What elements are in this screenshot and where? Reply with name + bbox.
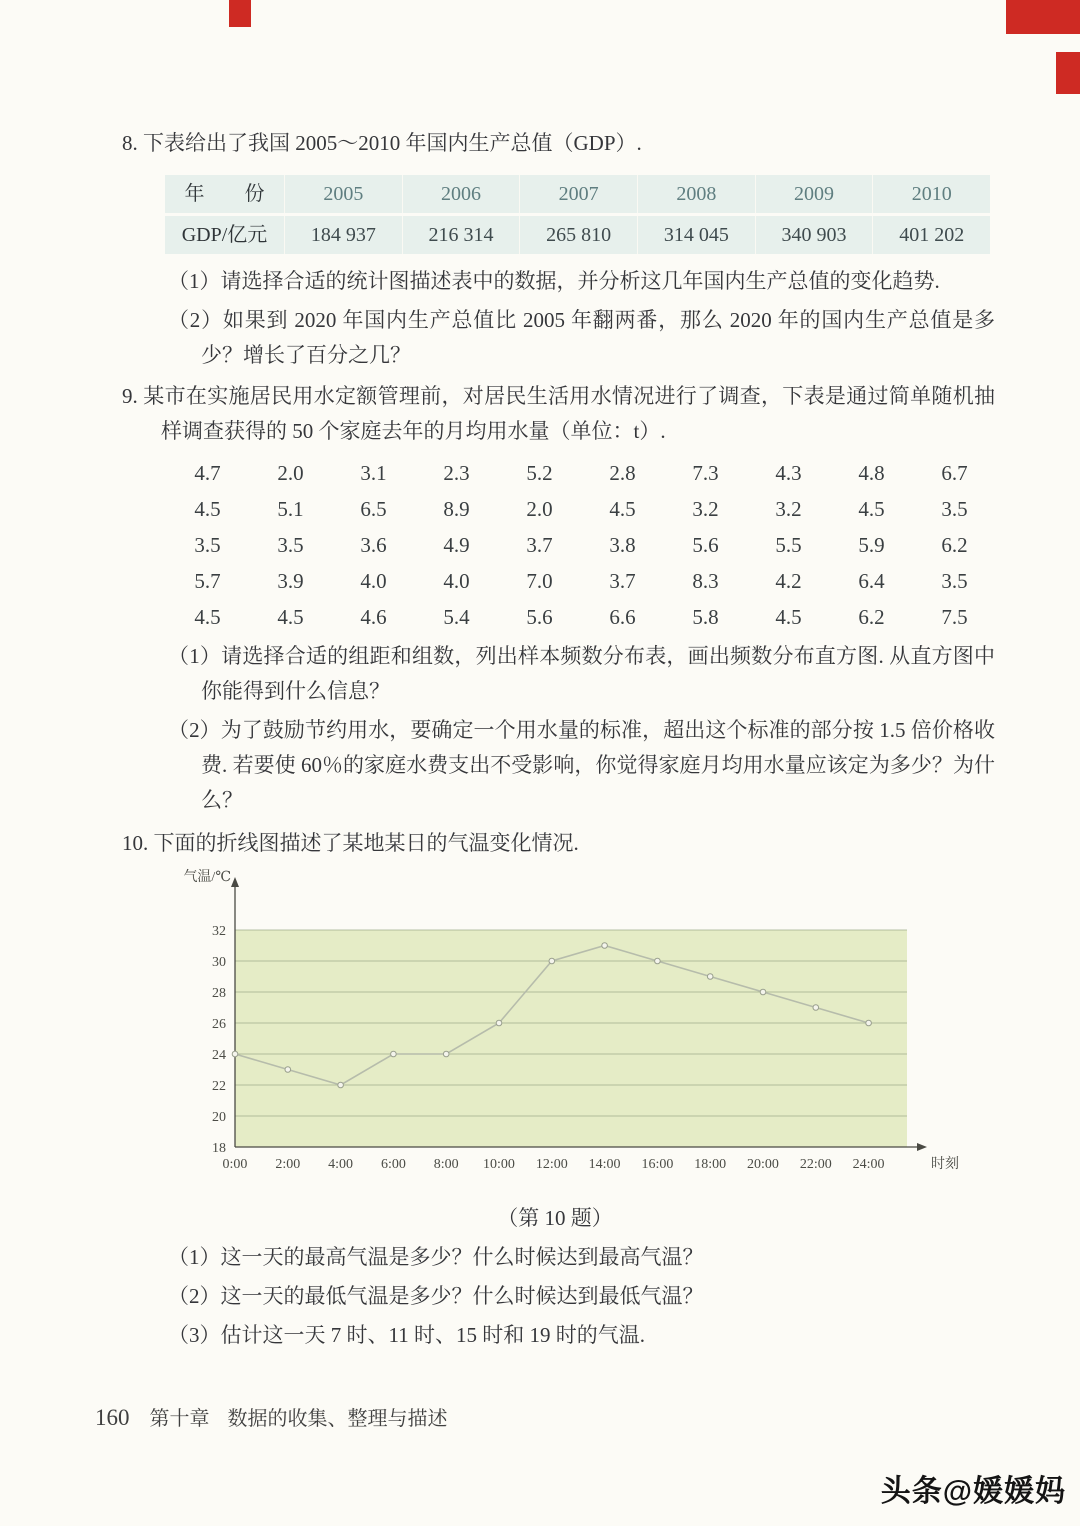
gdp-year-cell: 2006	[403, 175, 521, 213]
water-data-value: 3.5	[941, 497, 968, 521]
data-point	[760, 989, 766, 995]
gdp-value-cell: 265 810	[520, 216, 638, 254]
water-data-value: 4.5	[194, 497, 221, 521]
water-data-value: 3.5	[194, 533, 221, 557]
x-tick-label: 14:00	[588, 1157, 621, 1172]
exercise-8-question-2: （2）如果到 2020 年国内生产总值比 2005 年翻两番，那么 2020 年的国内生产总值是多少？增长了百分之几？	[168, 308, 995, 367]
data-point	[232, 1051, 238, 1057]
water-data-value: 5.6	[526, 605, 553, 629]
x-tick-label: 2:00	[275, 1157, 301, 1172]
water-data-value: 4.0	[360, 569, 387, 593]
water-data-value: 2.3	[443, 461, 470, 485]
data-point	[496, 1020, 502, 1026]
top-right-red-decoration-2	[1056, 52, 1080, 94]
water-data-value: 3.7	[609, 569, 636, 593]
water-data-value: 6.2	[858, 605, 885, 629]
water-data-value: 4.5	[277, 605, 304, 629]
exercise-8	[122, 126, 995, 373]
water-data-value: 5.5	[775, 533, 802, 557]
data-point	[443, 1051, 449, 1057]
water-data-value: 2.8	[609, 461, 636, 485]
exercise-10-question-3: （3）估计这一天 7 时、11 时、15 时和 19 时的气温.	[168, 1323, 645, 1347]
water-data-value: 2.0	[277, 461, 304, 485]
gdp-value-cell: 184 937	[285, 216, 403, 254]
water-data-value: 8.9	[443, 497, 470, 521]
x-tick-label: 6:00	[380, 1157, 406, 1172]
chapter-number: 第十章	[149, 1408, 210, 1430]
water-data-row	[166, 455, 996, 491]
water-data-value: 4.3	[775, 461, 802, 485]
water-data-value: 4.7	[194, 461, 221, 485]
gdp-year-cell: 2009	[756, 175, 874, 213]
data-point	[602, 943, 608, 949]
gdp-unit-label: GDP/亿元	[165, 216, 285, 254]
water-data-value: 4.5	[775, 605, 802, 629]
y-axis-title: 气温/℃	[183, 870, 231, 885]
exercise-9-question-2: （2）为了鼓励节约用水，要确定一个用水量的标准，超出这个标准的部分按 1.5 倍价格收费. 若要使 60％的家庭水费支出不受影响，你觉得家庭月均用水量应该定为多少？为什么？	[168, 718, 995, 812]
water-data-value: 8.3	[692, 569, 719, 593]
water-data-value: 4.8	[858, 461, 885, 485]
water-data-value: 6.2	[941, 533, 968, 557]
gdp-year-cell: 2008	[638, 175, 756, 213]
y-tick-label: 24	[212, 1048, 226, 1063]
top-left-red-decoration	[229, 0, 251, 27]
y-tick-label: 32	[212, 924, 226, 939]
gdp-table-header-row	[165, 175, 990, 213]
y-tick-label: 26	[212, 1017, 226, 1032]
x-tick-label: 8:00	[433, 1157, 459, 1172]
water-data-value: 5.9	[858, 533, 885, 557]
y-tick-label: 18	[212, 1141, 226, 1156]
water-data-row	[166, 491, 996, 527]
water-data-value: 5.4	[443, 605, 470, 629]
page-number: 160	[95, 1405, 130, 1430]
exercise-9-title: 9. 某市在实施居民用水定额管理前，对居民生活用水情况进行了调查，下表是通过简单随机抽样调查获得的 50 个家庭去年的月均用水量（单位：t）.	[122, 384, 995, 443]
exercise-10-question-1: （1）这一天的最高气温是多少？什么时候达到最高气温？	[168, 1245, 704, 1269]
water-data-value: 2.0	[526, 497, 553, 521]
gdp-year-cell: 2005	[285, 175, 403, 213]
top-right-red-decoration	[1006, 0, 1080, 34]
water-data-value: 4.5	[194, 605, 221, 629]
water-data-value: 4.5	[609, 497, 636, 521]
water-data-value: 7.0	[526, 569, 553, 593]
x-tick-label: 20:00	[747, 1157, 779, 1172]
water-data-value: 3.7	[526, 533, 553, 557]
x-tick-label: 10:00	[483, 1157, 515, 1172]
water-data-value: 7.3	[692, 461, 719, 485]
water-data-row	[166, 599, 996, 635]
water-data-row	[166, 527, 996, 563]
water-data-value: 3.1	[360, 461, 387, 485]
chapter-title: 数据的收集、整理与描述	[227, 1408, 448, 1430]
x-tick-label: 16:00	[641, 1157, 674, 1172]
data-point	[285, 1067, 291, 1073]
water-data-value: 5.6	[692, 533, 719, 557]
water-data-value: 4.6	[360, 605, 387, 629]
exercise-9	[122, 379, 995, 818]
x-tick-label: 0:00	[222, 1157, 248, 1172]
watermark-text: 头条@媛媛妈	[880, 1475, 1066, 1508]
y-tick-label: 22	[212, 1079, 226, 1094]
chart-plot-area	[235, 930, 907, 1147]
data-point	[866, 1020, 872, 1026]
water-data-value: 3.2	[692, 497, 719, 521]
water-data-value: 3.2	[775, 497, 802, 521]
water-data-value: 6.6	[609, 605, 636, 629]
y-tick-label: 28	[212, 986, 226, 1001]
gdp-value-cell: 340 903	[756, 216, 874, 254]
water-data-value: 3.5	[277, 533, 304, 557]
water-data-value: 6.4	[858, 569, 885, 593]
water-data-value: 4.9	[443, 533, 470, 557]
water-data-value: 6.7	[941, 461, 968, 485]
exercise-10	[122, 826, 995, 1353]
data-point	[549, 958, 555, 964]
gdp-table-value-row	[165, 216, 990, 254]
water-data-value: 5.2	[526, 461, 553, 485]
y-tick-label: 20	[212, 1110, 226, 1125]
temperature-line-chart	[175, 865, 990, 1180]
exercise-8-question-1: （1）请选择合适的统计图描述表中的数据，并分析这几年国内生产总值的变化趋势.	[168, 269, 940, 293]
exercise-8-title: 8. 下表给出了我国 2005～2010 年国内生产总值（GDP）.	[122, 131, 642, 155]
x-axis-title: 时刻	[931, 1157, 959, 1172]
water-data-row	[166, 563, 996, 599]
gdp-table	[165, 175, 990, 254]
water-data-value: 5.7	[194, 569, 221, 593]
chart-caption: （第 10 题）	[497, 1206, 613, 1230]
data-point	[813, 1005, 819, 1011]
water-data-value: 5.8	[692, 605, 719, 629]
x-tick-label: 22:00	[799, 1157, 832, 1172]
water-data-value: 3.8	[609, 533, 636, 557]
gdp-value-cell: 401 202	[899, 224, 965, 246]
x-tick-label: 12:00	[535, 1157, 568, 1172]
gdp-value-cell: 314 045	[638, 216, 756, 254]
exercise-9-question-1: （1）请选择合适的组距和组数，列出样本频数分布表，画出频数分布直方图. 从直方图中你能得到什么信息？	[168, 644, 995, 703]
water-usage-grid	[166, 455, 996, 635]
page-content	[122, 126, 995, 1353]
water-data-value: 4.0	[443, 569, 470, 593]
water-data-value: 3.5	[941, 569, 968, 593]
data-point	[391, 1051, 397, 1057]
x-tick-label: 18:00	[694, 1157, 727, 1172]
water-data-value: 5.1	[277, 497, 304, 521]
water-data-value: 3.6	[360, 533, 387, 557]
data-point	[655, 958, 661, 964]
gdp-year-cell: 2010	[911, 183, 952, 205]
x-tick-label: 24:00	[852, 1157, 885, 1172]
water-data-value: 7.5	[941, 605, 968, 629]
x-axis-arrow	[917, 1143, 927, 1151]
water-data-value: 6.5	[360, 497, 387, 521]
data-point	[338, 1082, 344, 1088]
water-data-value: 3.9	[277, 569, 304, 593]
y-axis-arrow	[231, 877, 239, 887]
gdp-year-label: 年 份	[165, 175, 285, 213]
gdp-year-cell: 2007	[520, 175, 638, 213]
y-tick-label: 30	[212, 955, 226, 970]
water-data-value: 4.5	[858, 497, 885, 521]
gdp-value-cell: 216 314	[403, 216, 521, 254]
water-data-value: 4.2	[775, 569, 802, 593]
exercise-10-title: 10. 下面的折线图描述了某地某日的气温变化情况.	[122, 831, 579, 855]
exercise-10-question-2: （2）这一天的最低气温是多少？什么时候达到最低气温？	[168, 1284, 704, 1308]
x-tick-label: 4:00	[328, 1157, 354, 1172]
data-point	[707, 974, 713, 980]
page-footer	[95, 1402, 448, 1431]
temperature-chart-container	[175, 865, 990, 1191]
